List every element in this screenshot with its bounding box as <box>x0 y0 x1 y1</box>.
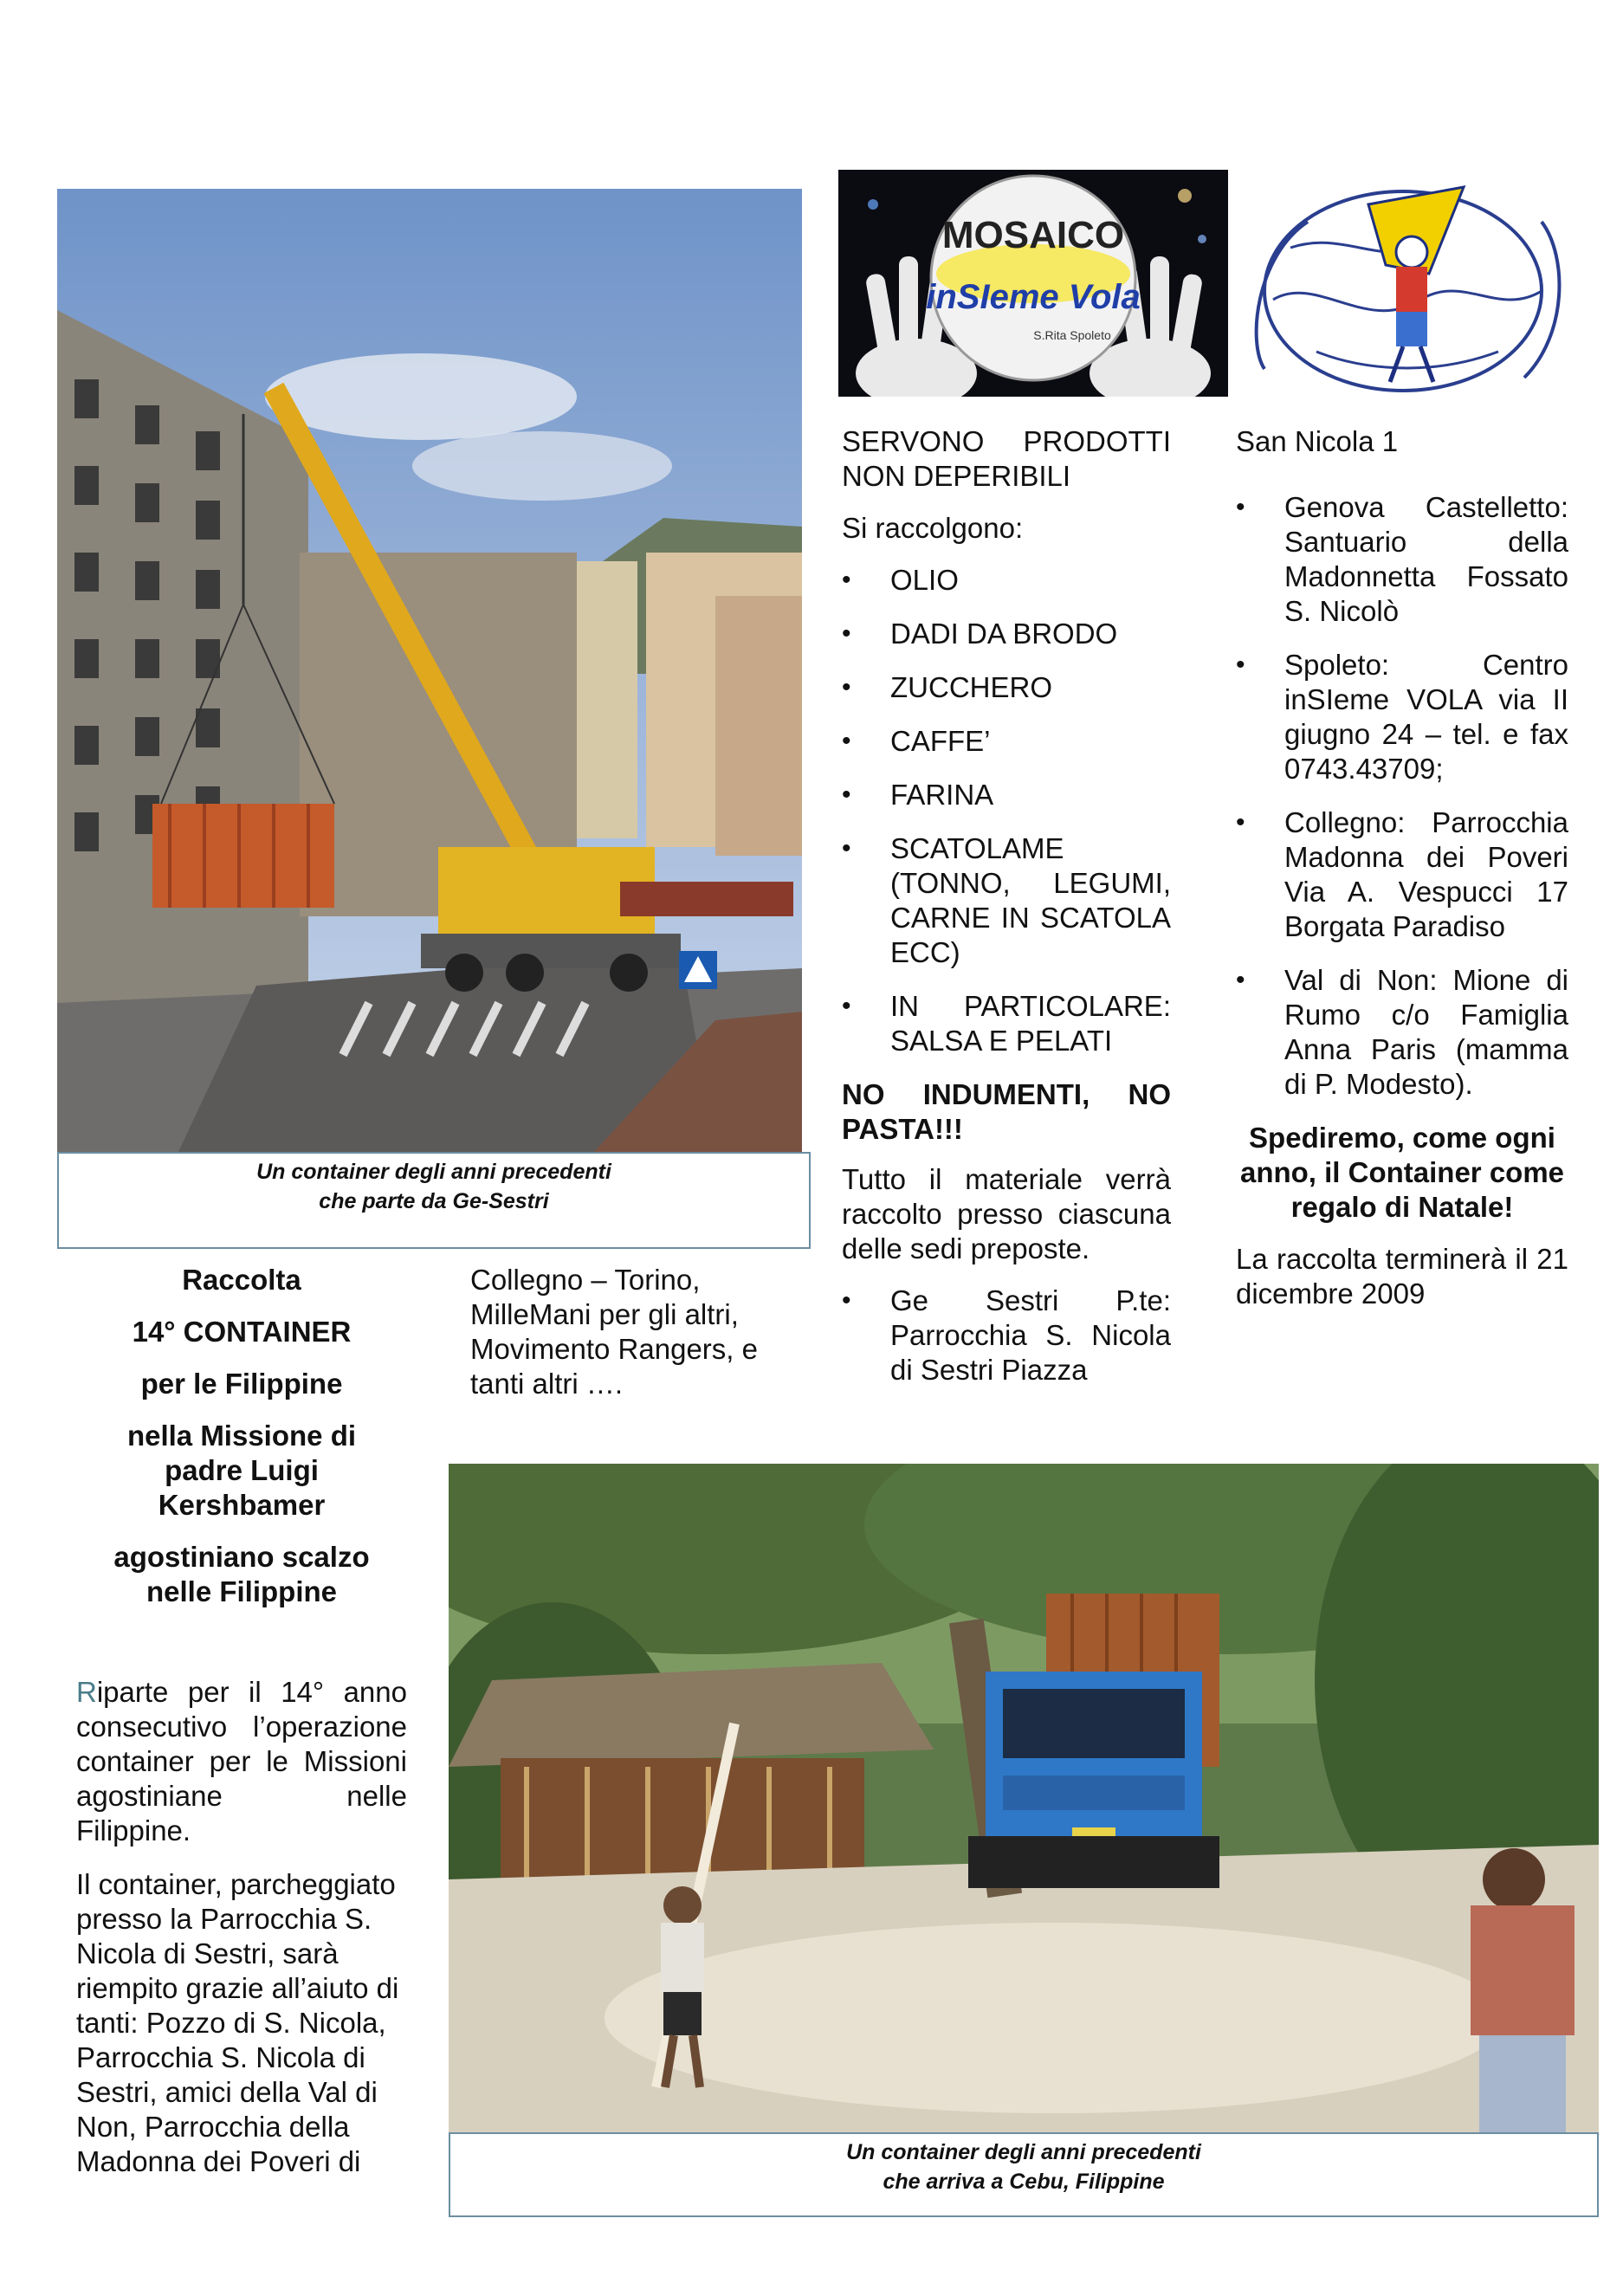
intro-paragraph <box>76 1675 407 1848</box>
crane-photo-illustration <box>57 189 802 1152</box>
santa-rita-spoleto-label: S.Rita Spoleto <box>1033 328 1111 342</box>
material-collection-text: Tutto il materiale verrà raccolto presso ciascuna delle sedi preposte. <box>842 1163 1171 1264</box>
location-spoleto: • Spoleto: Centro inSIeme VOLA via II giugno 24 – tel. e fax 0743.43709; <box>1236 648 1568 786</box>
insieme-vola-wordmark: inSIeme Vola <box>926 278 1141 316</box>
column-title <box>87 1263 397 1628</box>
photo-crane-container <box>57 189 802 1152</box>
column-products <box>842 424 1171 1407</box>
title-filippine: per le Filippine <box>140 1368 343 1400</box>
caption-crane-photo <box>57 1152 811 1249</box>
product-item-zucchero: • ZUCCHERO <box>842 670 1171 705</box>
location-genova-castelletto: • Genova Castelletto: Santuario della Madonnetta Fossato S. Nicolò <box>1236 490 1568 629</box>
location-continuation: San Nicola 1 <box>1236 425 1399 457</box>
intro-paragraph-text: iparte per il 14° anno consecutivo l’operazione container per le Missioni agostiniane nelle Filippine. <box>76 1676 407 1847</box>
location-val-di-non: • Val di Non: Mione di Rumo c/o Famiglia Anna Paris (mamma di P. Modesto). <box>1236 963 1568 1102</box>
column-partners <box>470 1263 791 1420</box>
photo-cebu-truck <box>449 1464 1599 2132</box>
location-list-start <box>842 1284 1171 1387</box>
caption-cebu-photo <box>449 2132 1599 2217</box>
container-paragraph: Il container, parcheggiato presso la Parrocchia S. Nicola di Sestri, sarà riempito grazie all’aiuto di tanti: Pozzo di S. Nicola, Parrocchia S. Nicola di Sestri, amici della Val di Non, Parrocchia della Madonna dei Poveri di <box>76 1868 399 2177</box>
products-heading: SERVONO PRODOTTI NON DEPERIBILI <box>842 425 1171 492</box>
product-item-caffe: • CAFFE’ <box>842 724 1171 759</box>
mosaico-logo-art <box>838 170 1228 397</box>
product-item-scatolame: • SCATOLAME (TONNO, LEGUMI, CARNE IN SCATOLA ECC) <box>842 831 1171 970</box>
title-container: 14° CONTAINER <box>132 1316 352 1348</box>
shipping-announcement: Spediremo, come ogni anno, il Container come regalo di Natale! <box>1239 1122 1565 1223</box>
title-missione: nella Missione di padre Luigi Kershbamer <box>126 1420 357 1521</box>
products-intro: Si raccolgono: <box>842 512 1024 544</box>
product-item-dadi: • DADI DA BRODO <box>842 617 1171 651</box>
location-list <box>1236 490 1568 1102</box>
mosaico-wordmark: MOSAICO <box>941 214 1125 256</box>
title-raccolta: Raccolta <box>182 1264 301 1296</box>
dropcap-letter: R <box>76 1676 97 1708</box>
location-ge-sestri: • Ge Sestri P.te: Parrocchia S. Nicola di Sestri Piazza <box>842 1284 1171 1387</box>
product-item-salsa: • IN PARTICOLARE: SALSA E PELATI <box>842 989 1171 1058</box>
cebu-photo-illustration <box>449 1464 1599 2132</box>
caption-cebu-line1: Un container degli anni precedenti <box>846 2140 1201 2164</box>
globe-kite-drawing <box>1238 170 1576 404</box>
column-intro <box>76 1675 407 2198</box>
no-clothes-notice: NO INDUMENTI, NO PASTA!!! <box>842 1078 1171 1145</box>
column-locations <box>1236 424 1568 1330</box>
product-item-olio: • OLIO <box>842 563 1171 598</box>
caption-crane-line2: che parte da Ge-Sestri <box>319 1189 549 1213</box>
products-list <box>842 563 1171 1058</box>
logo-mosaico-insieme-vola <box>838 170 1228 397</box>
caption-cebu-line2: che arriva a Cebu, Filippine <box>883 2170 1165 2194</box>
caption-crane-line1: Un container degli anni precedenti <box>256 1160 611 1184</box>
collection-end-date: La raccolta terminerà il 21 dicembre 2009 <box>1236 1243 1568 1310</box>
logo-globe-child-kite <box>1238 170 1576 404</box>
partners-text: Collegno – Torino, MilleMani per gli altri, Movimento Rangers, e tanti altri …. <box>470 1264 758 1400</box>
title-agostiniano: agostiniano scalzo nelle Filippine <box>113 1541 370 1607</box>
location-collegno: • Collegno: Parrocchia Madonna dei Poveri Via A. Vespucci 17 Borgata Paradiso <box>1236 805 1568 944</box>
product-item-farina: • FARINA <box>842 778 1171 812</box>
